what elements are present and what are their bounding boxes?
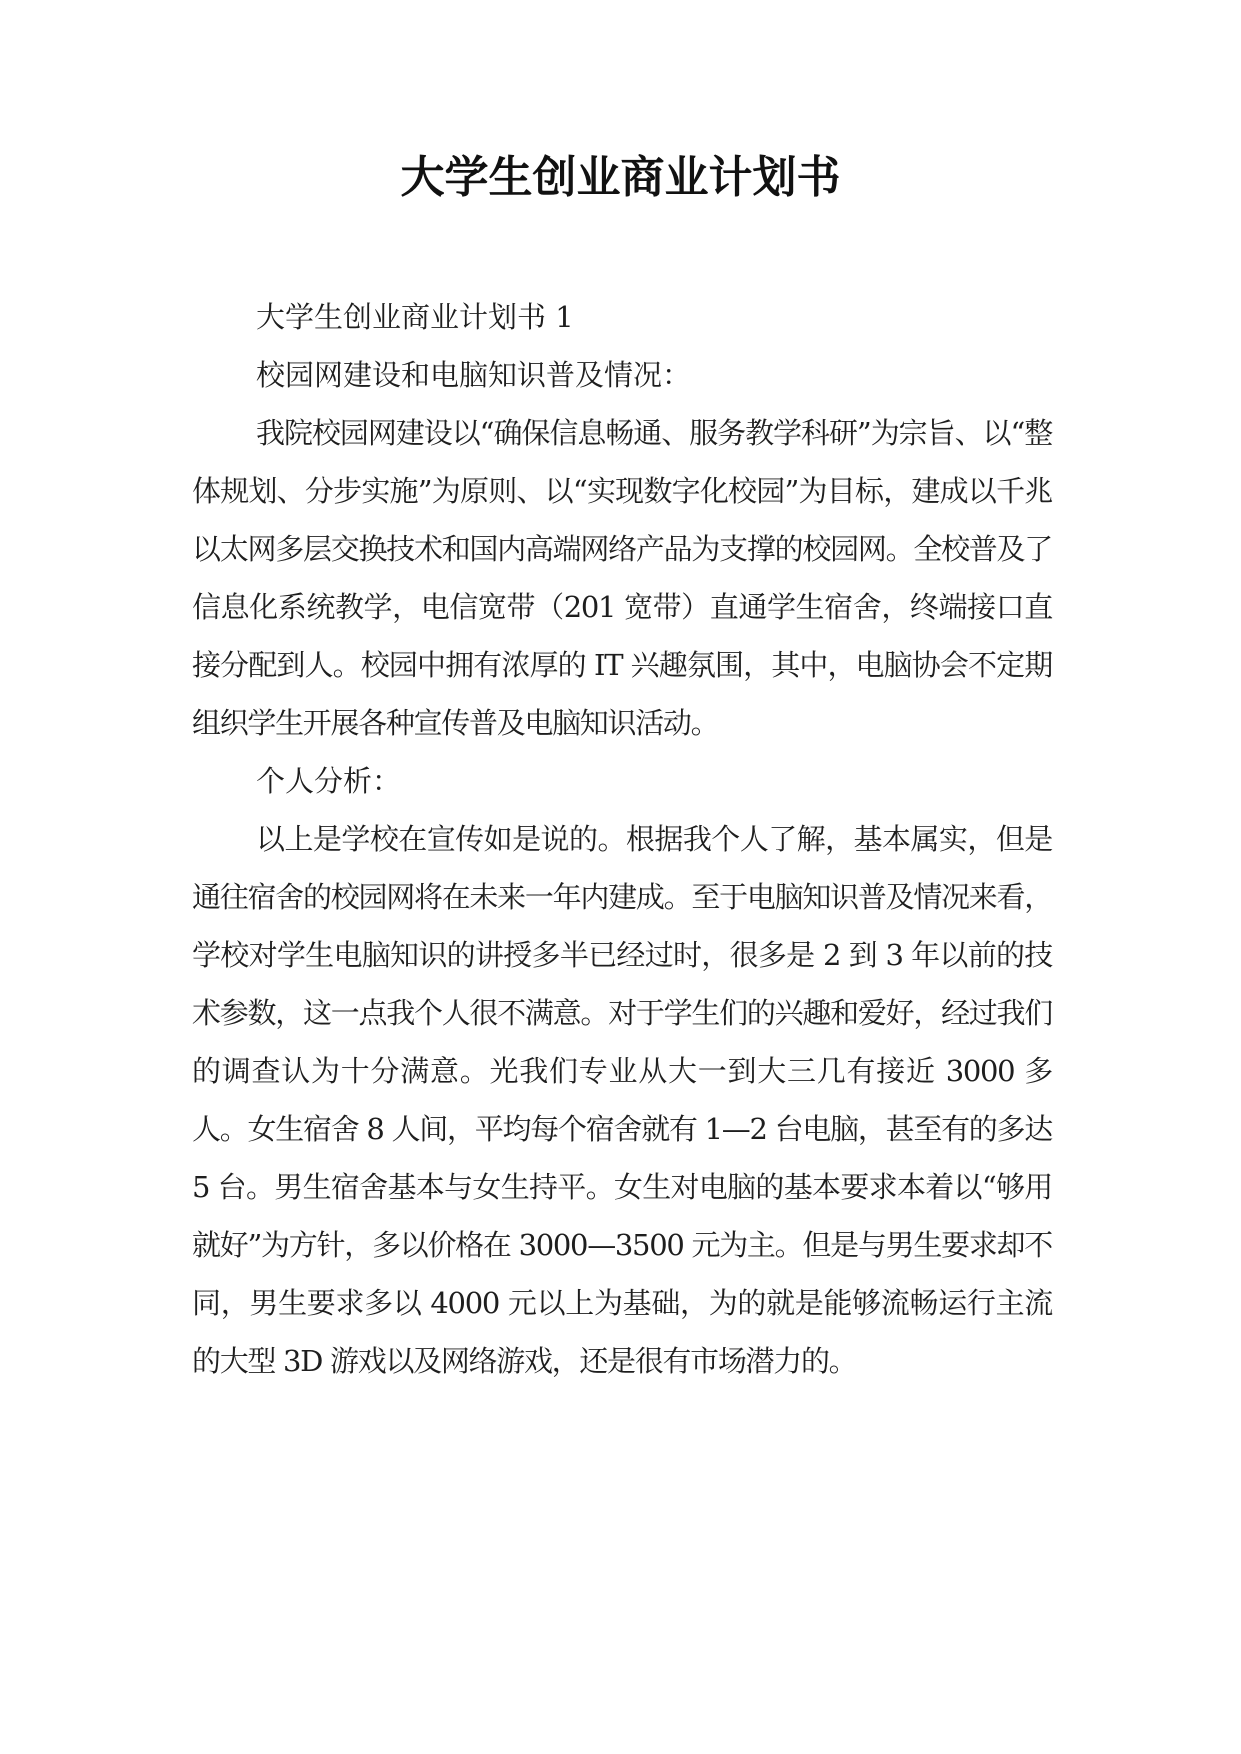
section-heading: 大学生创业商业计划书 1: [256, 300, 574, 334]
document-title: 大学生创业商业计划书: [400, 152, 841, 203]
document-body: [192, 288, 1052, 1390]
body-paragraph: 以上是学校在宣传如是说的。根据我个人了解，基本属实，但是通往宿舍的校园网将在未来一年内建成。至于电脑知识普及情况来看，学校对学生电脑知识的讲授多半已经过时，很多是 2 到 3 年以前的技术参数，这一点我个人很不满意。对于学生们的兴趣和爱好，经过我们的调查认为十分满意。光我们专业从大一到大三几有接近 3000 多人。女生宿舍 8 人间，平均每个宿舍就有 1—2 台电脑，甚至有的多达 5 台。男生宿舍基本与女生持平。女生对电脑的基本要求本着以“够用就好”为方针，多以价格在 3000—3500 元为主。但是与男生要求却不同，男生要求多以 4000 元以上为基础，为的就是能够流畅运行主流的大型 3D 游戏以及网络游戏，还是很有市场潜力的。: [192, 822, 1052, 1378]
body-paragraph: 我院校园网建设以“确保信息畅通、服务教学科研”为宗旨、以“整体规划、分步实施”为原则、以“实现数字化校园”为目标，建成以千兆以太网多层交换技术和国内高端网络产品为支撑的校园网。全校普及了信息化系统教学，电信宽带（201 宽带）直通学生宿舍，终端接口直接分配到人。校园中拥有浓厚的 IT 兴趣氛围，其中，电脑协会不定期组织学生开展各种宣传普及电脑知识活动。: [192, 416, 1052, 740]
subsection-heading: 个人分析：: [256, 764, 402, 798]
subsection-heading: 校园网建设和电脑知识普及情况：: [256, 358, 692, 392]
